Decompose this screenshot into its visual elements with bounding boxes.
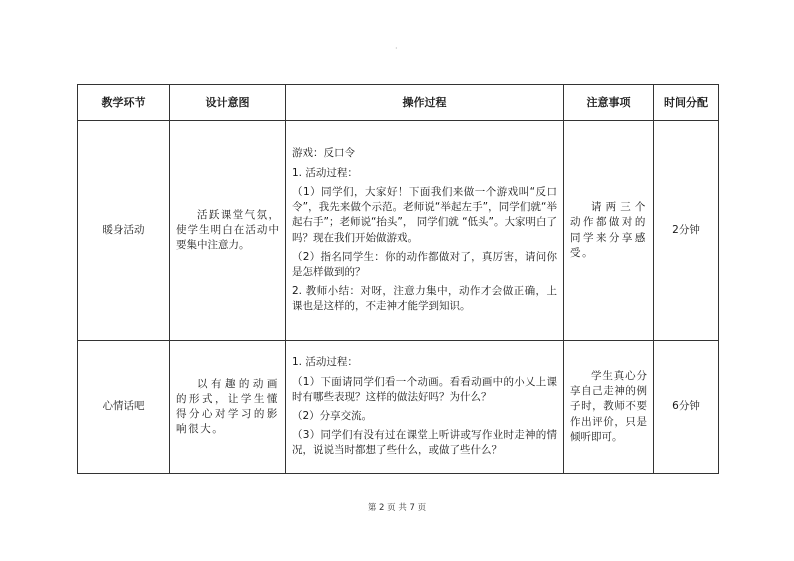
lesson-plan-table — [77, 84, 719, 474]
note-text: 请两三个动作都做对的同学来分享感受。 — [570, 201, 647, 259]
process-line: 1. 活动过程： — [292, 166, 358, 179]
process-line: （2）分享交流。 — [292, 410, 373, 422]
note-cell — [564, 341, 654, 474]
process-line: 1. 活动过程： — [292, 356, 358, 369]
process-line: 2. 教师小结：对呀，注意力集中，动作才会做正确，上课也是这样的，不走神才能学到知识。 — [292, 285, 557, 313]
process-line: 游戏：反口令 — [292, 147, 355, 160]
process-line: （2）指名同学生：你的动作都做对了，真厉害，请问你是怎样做到的？ — [292, 250, 557, 278]
header-stage: 教学环节 — [78, 85, 170, 121]
process-cell — [286, 121, 564, 341]
table-header-row — [78, 85, 719, 121]
process-line: （1）同学们，大家好！下面我们来做一个游戏叫“反口令”，我先来做个示范。老师说“举起左手”，同学们就“举起右手”；老师说“抬头”， 同学们就 “低头”。大家明白了吗？现在我们开始做游戏。 — [292, 185, 557, 244]
note-cell — [564, 121, 654, 341]
page-number: 第 2 页 共 7 页 — [367, 503, 427, 513]
header-time: 时间分配 — [654, 85, 719, 121]
table-row — [78, 341, 719, 474]
process-line: （1）下面请同学们看一个动画。看看动画中的小乂上课时有哪些表现？这样的做法好吗？为什么？ — [292, 375, 557, 403]
time-cell: 6分钟 — [654, 341, 719, 474]
intent-text: 以有趣的动画的形式，让学生懂得分心对学习的影响很大。 — [176, 377, 279, 436]
note-text: 学生真心分享自己走神的例子时，教师不要作出评价，只是倾听即可。 — [570, 369, 647, 443]
time-cell: 2分钟 — [654, 121, 719, 341]
intent-cell — [170, 341, 286, 474]
header-process: 操作过程 — [286, 85, 564, 121]
header-note: 注意事项 — [564, 85, 654, 121]
process-line: （3）同学们有没有过在课堂上听讲或写作业时走神的情况，说说当时都想了些什么，或做了些什么？ — [292, 429, 557, 457]
intent-cell — [170, 121, 286, 341]
stage-cell: 暖身活动 — [78, 121, 170, 341]
header-mark: · — [395, 44, 398, 53]
intent-text: 活跃课堂气氛，使学生明白在活动中要集中注意力。 — [176, 208, 279, 252]
process-cell — [286, 341, 564, 474]
stage-cell: 心情话吧 — [78, 341, 170, 474]
table-row — [78, 121, 719, 341]
header-intent: 设计意图 — [170, 85, 286, 121]
